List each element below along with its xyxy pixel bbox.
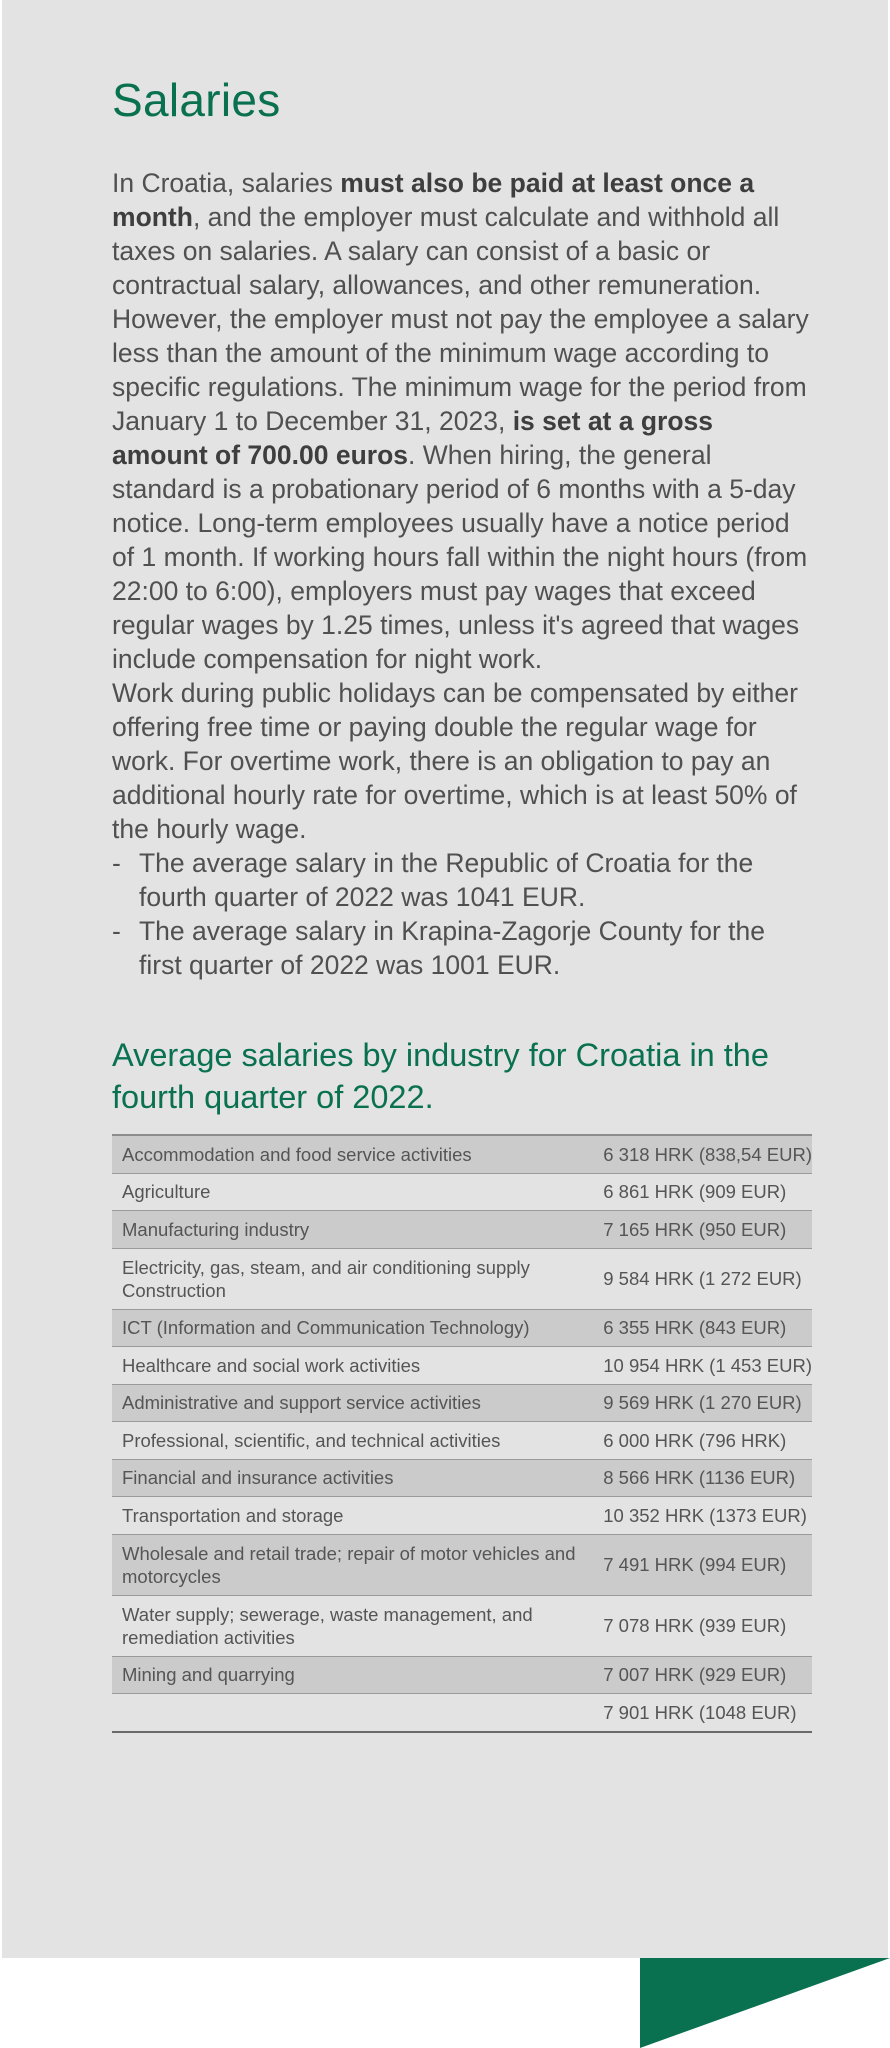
salary-table (112, 1134, 812, 1733)
salary-cell: 6 355 HRK (843 EUR) (593, 1309, 812, 1347)
industry-cell: ICT (Information and Communication Technology) (112, 1309, 593, 1347)
text-segment: , and the employer must calculate and withhold all taxes on salaries. A salary can consist of a basic or contractual salary, allowances, and other remuneration. However, the employer must not pay the employee a salary less than the amount of the minimum wage according to specific regulations. The minimum wage for the period from January 1 to December 31, 2023, (112, 202, 809, 436)
text-segment: . When hiring, the general standard is a probationary period of 6 months with a 5-day notice. Long-term employees usually have a notice period of 1 month. If working hours fall within the night hours (from 22:00 to 6:00), employers must pay wages that exceed regular wages by 1.25 times, unless it's agreed that wages include compensation for night work. (112, 440, 808, 674)
salary-cell: 6 861 HRK (909 EUR) (593, 1173, 812, 1211)
table-row (112, 1534, 812, 1595)
salary-cell: 6 000 HRK (796 HRK) (593, 1422, 812, 1460)
content-panel (2, 0, 888, 1958)
table-row (112, 1173, 812, 1211)
table-title: Average salaries by industry for Croatia in the fourth quarter of 2022. (112, 1037, 769, 1115)
industry-cell: Wholesale and retail trade; repair of motor vehicles and motorcycles (112, 1534, 593, 1595)
list-item-text: The average salary in the Republic of Croatia for the fourth quarter of 2022 was 1041 EUR. (139, 848, 754, 912)
salary-cell: 7 165 HRK (950 EUR) (593, 1211, 812, 1249)
industry-cell: Water supply; sewerage, waste management, and remediation activities (112, 1595, 593, 1656)
salary-cell: 10 954 HRK (1 453 EUR) (593, 1347, 812, 1385)
salary-cell: 7 491 HRK (994 EUR) (593, 1534, 812, 1595)
list-item (112, 914, 814, 982)
dash-marker: - (112, 848, 121, 878)
industry-cell: Manufacturing industry (112, 1211, 593, 1249)
industry-cell: Transportation and storage (112, 1497, 593, 1535)
dash-marker: - (112, 916, 121, 946)
salary-cell: 9 569 HRK (1 270 EUR) (593, 1384, 812, 1422)
content-column (112, 70, 814, 1733)
industry-cell: Accommodation and food service activities (112, 1135, 593, 1173)
industry-cell: Electricity, gas, steam, and air conditioning supply Construction (112, 1248, 593, 1309)
corner-triangle-decoration (640, 1958, 890, 2048)
industry-cell: Administrative and support service activities (112, 1384, 593, 1422)
industry-cell: Mining and quarrying (112, 1656, 593, 1694)
salary-cell: 8 566 HRK (1136 EUR) (593, 1459, 812, 1497)
table-row (112, 1595, 812, 1656)
table-row (112, 1384, 812, 1422)
salary-cell: 7 078 HRK (939 EUR) (593, 1595, 812, 1656)
table-row (112, 1422, 812, 1460)
salary-cell: 10 352 HRK (1373 EUR) (593, 1497, 812, 1535)
list-item-text: The average salary in Krapina-Zagorje County for the first quarter of 2022 was 1001 EUR. (139, 916, 766, 980)
table-row (112, 1347, 812, 1385)
industry-cell: Professional, scientific, and technical activities (112, 1422, 593, 1460)
table-row (112, 1656, 812, 1694)
table-row-total (112, 1694, 812, 1732)
salary-cell: 7 901 HRK (1048 EUR) (593, 1694, 812, 1732)
page-title: Salaries (112, 74, 281, 126)
average-salary-list (112, 846, 814, 982)
emphasis-text: must also be paid at least once a month (112, 168, 755, 232)
list-item (112, 846, 814, 914)
table-row (112, 1135, 812, 1173)
table-row (112, 1248, 812, 1309)
industry-cell: Agriculture (112, 1173, 593, 1211)
table-row (112, 1309, 812, 1347)
salary-cell: 7 007 HRK (929 EUR) (593, 1656, 812, 1694)
industry-cell: Healthcare and social work activities (112, 1347, 593, 1385)
industry-cell: Financial and insurance activities (112, 1459, 593, 1497)
table-row (112, 1211, 812, 1249)
text-segment: In Croatia, salaries (112, 168, 341, 198)
table-row (112, 1459, 812, 1497)
salary-cell: 6 318 HRK (838,54 EUR) (593, 1135, 812, 1173)
emphasis-text: is set at a gross amount of 700.00 euros (112, 406, 714, 470)
salary-cell: 9 584 HRK (1 272 EUR) (593, 1248, 812, 1309)
table-row (112, 1497, 812, 1535)
paragraph-salary-rules (112, 166, 814, 676)
industry-cell (112, 1694, 593, 1732)
paragraph-holidays-overtime: Work during public holidays can be compensated by either offering free time or paying double the regular wage for work. For overtime work, there is an obligation to pay an additional hourly rate for overtime, which is at least 50% of the hourly wage. (112, 678, 798, 844)
body-text (112, 166, 814, 982)
